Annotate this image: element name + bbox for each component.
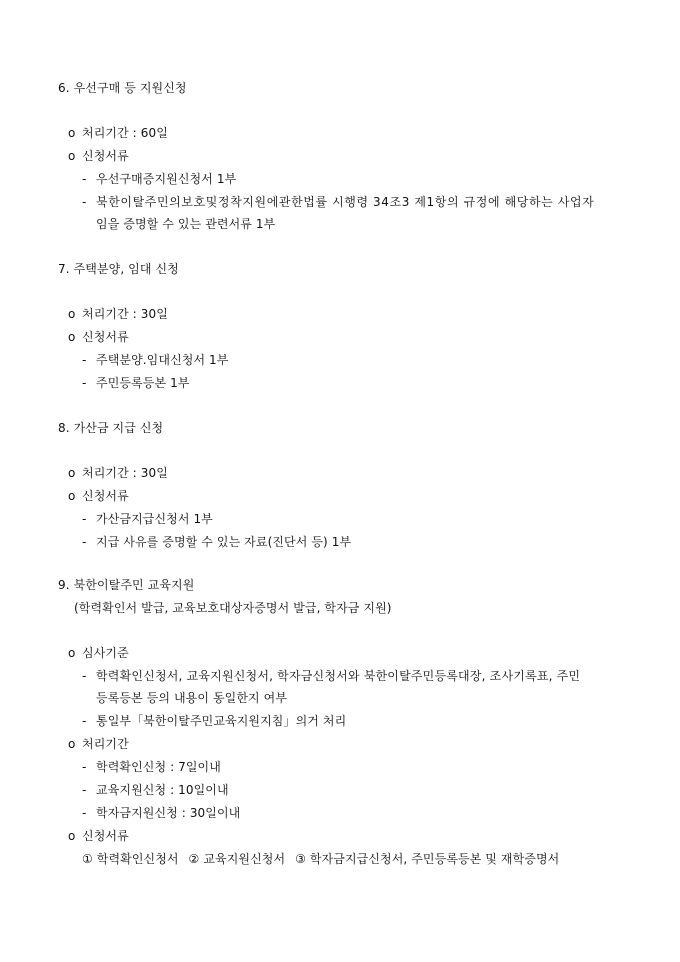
bullet-mark: o xyxy=(68,126,76,140)
section-9-docs xyxy=(68,828,129,844)
bullet-mark: o xyxy=(68,646,76,660)
dash-mark: - xyxy=(82,714,87,728)
section-9-title: 9. 북한이탈주민 교육지원 xyxy=(58,578,195,592)
section-7-doc-1 xyxy=(82,352,229,368)
period-text: 처리기간 : 30일 xyxy=(82,307,168,321)
bullet-mark: o xyxy=(68,330,76,344)
doc-text: 주민등록등본 1부 xyxy=(96,376,190,390)
section-7-doc-2 xyxy=(82,375,190,391)
dash-mark: - xyxy=(82,376,87,390)
docs-label: 신청서류 xyxy=(82,330,129,344)
period-text: 처리기간 : 30일 xyxy=(82,466,168,480)
dash-mark: - xyxy=(82,172,87,186)
bullet-mark: o xyxy=(68,466,76,480)
section-9-period xyxy=(68,736,129,752)
doc-item-3: ③ 학자금지급신청서, 주민등록등본 및 재학증명서 xyxy=(295,852,560,866)
section-9-period-1 xyxy=(82,759,221,775)
period-text: 학자금지원신청 : 30일이내 xyxy=(96,806,241,820)
section-9-criteria xyxy=(68,645,129,661)
doc-text: 북한이탈주민의보호및정착지원에관한법률 시행령 34조3 제1항의 규정에 해당하는 사업자 xyxy=(96,195,595,209)
doc-text: 우선구매증지원신청서 1부 xyxy=(96,172,237,186)
section-9-criteria-1-continuation: 등록등본 등의 내용이 동일한지 여부 xyxy=(96,691,288,705)
docs-label: 신청서류 xyxy=(82,829,129,843)
section-7-title: 7. 주택분양, 임대 신청 xyxy=(58,262,179,276)
docs-label: 신청서류 xyxy=(82,149,129,163)
section-9-criteria-2 xyxy=(82,713,346,729)
section-9-subtitle: (학력확인서 발급, 교육보호대상자증명서 발급, 학자금 지원) xyxy=(74,601,392,615)
dash-mark: - xyxy=(82,806,87,820)
period-label: 처리기간 xyxy=(82,737,129,751)
bullet-mark: o xyxy=(68,737,76,751)
section-6-title: 6. 우선구매 등 지원신청 xyxy=(58,81,187,95)
section-6-docs xyxy=(68,148,129,164)
period-text: 처리기간 : 60일 xyxy=(82,126,168,140)
section-8-period xyxy=(68,465,168,481)
bullet-mark: o xyxy=(68,149,76,163)
doc-text: 가산금지급신청서 1부 xyxy=(96,512,213,526)
bullet-mark: o xyxy=(68,489,76,503)
dash-mark: - xyxy=(82,353,87,367)
section-7-period xyxy=(68,306,168,322)
criteria-text: 학력확인신청서, 교육지원신청서, 학자금신청서와 북한이탈주민등록대장, 조사기록표, 주민 xyxy=(96,669,581,683)
doc-item-1: ① 학력확인신청서 xyxy=(82,852,179,866)
dash-mark: - xyxy=(82,195,87,209)
section-6-period xyxy=(68,125,168,141)
section-8-doc-1 xyxy=(82,511,213,527)
section-7-docs xyxy=(68,329,129,345)
section-6-doc-1 xyxy=(82,171,236,187)
bullet-mark: o xyxy=(68,829,76,843)
dash-mark: - xyxy=(82,783,87,797)
section-9-period-2 xyxy=(82,782,229,798)
criteria-label: 심사기준 xyxy=(82,646,129,660)
criteria-text: 통일부「북한이탈주민교육지원지침」의거 처리 xyxy=(96,714,347,728)
doc-text: 지급 사유를 증명할 수 있는 자료(진단서 등) 1부 xyxy=(96,535,352,549)
docs-label: 신청서류 xyxy=(82,489,129,503)
dash-mark: - xyxy=(82,512,87,526)
section-6-doc-2-continuation: 임을 증명할 수 있는 관련서류 1부 xyxy=(96,217,276,231)
period-text: 학력확인신청 : 7일이내 xyxy=(96,760,221,774)
section-6-doc-2 xyxy=(82,194,594,210)
section-8-doc-2 xyxy=(82,534,351,550)
section-8-docs xyxy=(68,488,129,504)
section-8-title: 8. 가산금 지급 신청 xyxy=(58,421,164,435)
doc-item-2: ② 교육지원신청서 xyxy=(188,852,286,866)
dash-mark: - xyxy=(82,760,87,774)
section-9-criteria-1 xyxy=(82,668,580,684)
doc-text: 주택분양.임대신청서 1부 xyxy=(96,353,229,367)
section-9-docs-line xyxy=(82,851,565,867)
bullet-mark: o xyxy=(68,307,76,321)
dash-mark: - xyxy=(82,535,87,549)
section-9-period-3 xyxy=(82,805,240,821)
dash-mark: - xyxy=(82,669,87,683)
period-text: 교육지원신청 : 10일이내 xyxy=(96,783,229,797)
